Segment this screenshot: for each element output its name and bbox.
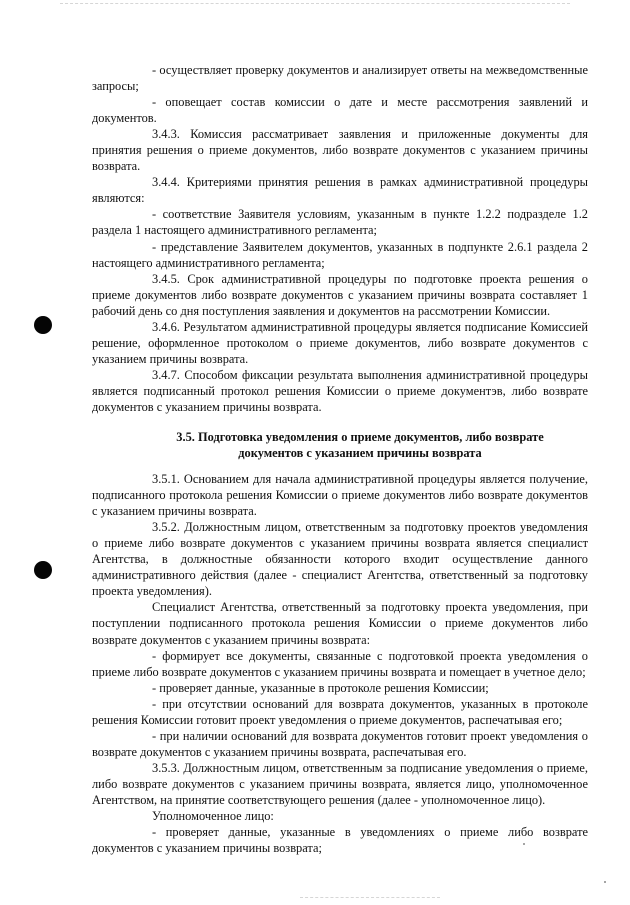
scan-speck [604,881,606,883]
paragraph: - проверяет данные, указанные в протоколе решения Комиссии; [152,680,489,695]
paragraph: - представление Заявителем документов, указанных в подпункте 2.6.1 раздела 2 настоящего административного регламента; [92,239,588,270]
paragraph: 3.5.2. Должностным лицом, ответственным за подготовку проектов уведомления о приеме либо возврате документов с указанием причины возврата является специалист Агентства, в должностные обязанности которого входит осуществление данного административного действия (далее - специалист Агентства, ответственный за подготовку проекта уведомления). [92,520,588,599]
paragraph: - осуществляет проверку документов и анализирует ответы на межведомственные запросы; [92,63,588,94]
paragraph: 3.4.6. Результатом административной процедуры является подписание Комиссией решение, оформленное протоколом о приеме документов, либо возврате документов с указанием причины возврата. [92,319,588,366]
paragraph: 3.5.3. Должностным лицом, ответственным за подписание уведомления о приеме, либо возврате документов с указанием причины возврата, является лицо, уполномоченное Агентством, на принятие соответствующего решения (далее - уполномоченное лицо). [92,760,588,807]
document-body [92,62,588,856]
heading-line-2: документов с указанием причины возврата [238,446,482,461]
paragraph: - соответствие Заявителя условиям, указанным в пункте 1.2.2 подразделе 1.2 раздела 1 настоящего административного регламента; [92,207,588,238]
paragraph: - оповещает состав комиссии о дате и месте рассмотрения заявлений и документов. [92,95,588,126]
paragraph: Специалист Агентства, ответственный за подготовку проекта уведомления, при поступлении подписанного протокола решения Комиссии о приеме документов либо возврате документов с указанием причины возврата: [92,600,588,647]
paragraph: Уполномоченное лицо: [152,809,274,824]
paragraph: 3.4.3. Комиссия рассматривает заявления и приложенные документы для принятия решения о приеме документов, либо возврате документов с указанием причины возврата. [92,127,588,174]
section-heading-3-5 [92,429,588,461]
paragraph: - формирует все документы, связанные с подготовкой проекта уведомления о приеме либо возврате документов с указанием причины возврата и помещает в учетное дело; [92,648,588,679]
scan-edge-bottom [300,897,440,898]
section-3-5-body [92,471,588,856]
scan-edge-top [60,3,570,4]
paragraph: - при отсутствии оснований для возврата документов, указанных в протоколе решения Комиссии готовит проект уведомления о приеме документов, распечатывая его; [92,696,588,727]
paragraph: 3.4.7. Способом фиксации результата выполнения административной процедуры является подписанный протокол решения Комиссии о приеме документэв, либо возврате документов с указанием причины возврата. [92,367,588,414]
paragraph: 3.5.1. Основанием для начала административной процедуры является получение, подписанного протокола решения Комиссии о приеме документов либо возврате документов с указанием причины возврата. [92,472,588,519]
paragraph: - проверяет данные, указанные в уведомлениях о приеме либо возврате документов с указанием причины возврата; [92,825,588,856]
paragraph: - при наличии оснований для возврата документов готовит проект уведомления о возврате документов с указанием причины возврата, распечатывая его. [92,728,588,759]
punch-hole-mark [34,561,52,579]
paragraph: 3.4.5. Срок административной процедуры по подготовке проекта решения о приеме документов либо возврате документов с указанием причины возврата составляет 1 рабочий день со дня поступления заявления и документов на рассмотрении Комиссии. [92,271,588,318]
heading-line-1: 3.5. Подготовка уведомления о приеме документов, либо возврате [176,430,544,445]
punch-hole-mark [34,316,52,334]
paragraph: 3.4.4. Критериями принятия решения в рамках административной процедуры являются: [92,175,588,206]
section-3-4-continued [92,62,588,415]
